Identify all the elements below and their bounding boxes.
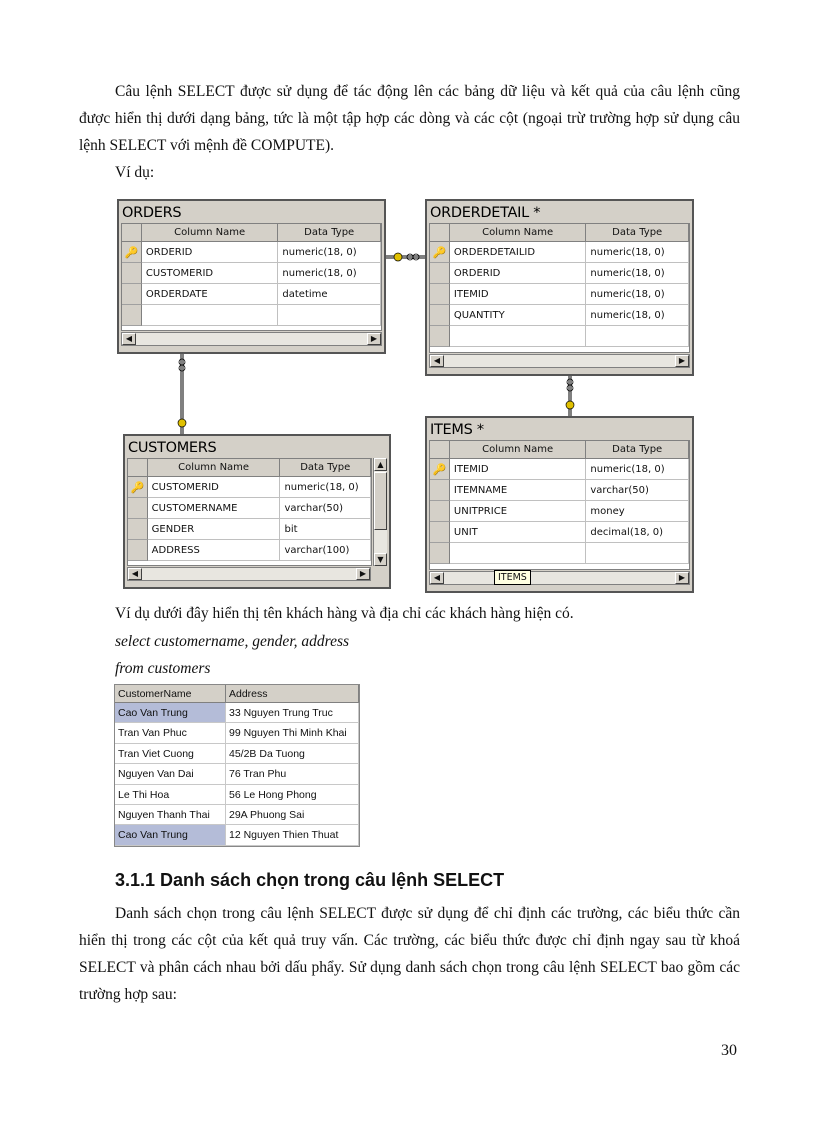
table-title: ORDERDETAIL *	[430, 205, 541, 221]
column-header	[430, 441, 689, 459]
customers-table[interactable]	[123, 434, 391, 589]
column-grid	[429, 440, 690, 570]
items-table[interactable]	[425, 416, 694, 593]
key-icon: 🔑	[128, 477, 148, 498]
table-row[interactable]: 🔑 CUSTOMERID numeric(18, 0)	[128, 477, 371, 498]
data-type-header: Data Type	[280, 459, 371, 477]
data-type-header: Data Type	[586, 224, 689, 242]
example-label: Ví dụ:	[115, 164, 155, 181]
data-type-header: Data Type	[278, 224, 381, 242]
table-row[interactable]: Nguyen Van Dai 76 Tran Phu	[115, 764, 359, 784]
table-title: ITEMS *	[430, 422, 484, 438]
table-row[interactable]: ADDRESS varchar(100)	[128, 540, 371, 561]
section-paragraph: Danh sách chọn trong câu lệnh SELECT được sử dụng để chỉ định các trường, các biểu thức cần hiển thị trong các cột của kết quả truy vấn. Các trường, các biểu thức được chỉ định ngay sau từ khoá SELECT và phân cách nhau bởi dấu phẩy. Sử dụng danh sách chọn trong câu lệnh SELECT bao gồm các trường hợp sau:	[79, 905, 740, 1003]
table-row[interactable]: 🔑 ITEMID numeric(18, 0)	[430, 459, 689, 480]
table-row[interactable]: CUSTOMERID numeric(18, 0)	[122, 263, 381, 284]
column-grid	[429, 223, 690, 353]
scroll-right-icon[interactable]: ▶	[367, 333, 381, 345]
scroll-down-icon[interactable]: ▼	[374, 553, 387, 566]
orders-table[interactable]	[117, 199, 386, 354]
result-header	[115, 685, 359, 703]
key-icon: 🔑	[122, 242, 142, 263]
horizontal-scrollbar[interactable]	[429, 354, 690, 368]
table-title: ORDERS	[122, 205, 182, 221]
data-type-header: Data Type	[586, 441, 689, 459]
key-icon	[566, 401, 574, 409]
table-row[interactable]: UNITPRICE money	[430, 501, 689, 522]
table-row[interactable]	[430, 543, 689, 564]
table-row[interactable]	[430, 326, 689, 347]
key-icon	[178, 419, 186, 427]
table-row[interactable]: Le Thi Hoa 56 Le Hong Phong	[115, 785, 359, 805]
horizontal-scrollbar[interactable]	[429, 571, 690, 585]
table-row[interactable]: Cao Van Trung 12 Nguyen Thien Thuat	[115, 825, 359, 845]
column-header	[430, 224, 689, 242]
scroll-left-icon[interactable]: ◀	[128, 568, 142, 580]
table-row[interactable]: GENDER bit	[128, 519, 371, 540]
table-row[interactable]: 🔑 ORDERDETAILID numeric(18, 0)	[430, 242, 689, 263]
table-row[interactable]: Tran Viet Cuong 45/2B Da Tuong	[115, 744, 359, 764]
column-header: Address	[226, 685, 359, 703]
key-icon: 🔑	[430, 242, 450, 263]
column-name-header: Column Name	[142, 224, 278, 242]
column-name-header: Column Name	[148, 459, 281, 477]
page-number: 30	[721, 1042, 737, 1059]
table-row[interactable]: Nguyen Thanh Thai 29A Phuong Sai	[115, 805, 359, 825]
table-row[interactable]: Cao Van Trung 33 Nguyen Trung Truc	[115, 703, 359, 723]
orderdetail-table[interactable]	[425, 199, 694, 376]
intro-paragraph: Câu lệnh SELECT được sử dụng để tác động lên các bảng dữ liệu và kết quả của câu lệnh cũng được hiển thị dưới dạng bảng, tức là một tập hợp các dòng và các cột (ngoại trừ trường hợp sử dụng câu lệnh SELECT với mệnh đề COMPUTE).	[79, 83, 740, 154]
table-row[interactable]: ORDERID numeric(18, 0)	[430, 263, 689, 284]
scroll-left-icon[interactable]: ◀	[430, 355, 444, 367]
column-header: CustomerName	[115, 685, 226, 703]
section-heading: 3.1.1 Danh sách chọn trong câu lệnh SELECT	[115, 870, 505, 890]
scroll-right-icon[interactable]: ▶	[675, 355, 689, 367]
scroll-right-icon[interactable]: ▶	[675, 572, 689, 584]
horizontal-scrollbar[interactable]	[121, 332, 382, 346]
scroll-up-icon[interactable]: ▲	[374, 458, 387, 471]
scroll-right-icon[interactable]: ▶	[356, 568, 370, 580]
table-row[interactable]: QUANTITY numeric(18, 0)	[430, 305, 689, 326]
scroll-left-icon[interactable]: ◀	[430, 572, 444, 584]
example-description: Ví dụ dưới đây hiển thị tên khách hàng và địa chỉ các khách hàng hiện có.	[115, 605, 574, 622]
vertical-scrollbar[interactable]	[373, 458, 387, 566]
table-title: CUSTOMERS	[128, 440, 217, 456]
table-row[interactable]: UNIT decimal(18, 0)	[430, 522, 689, 543]
table-row[interactable]: Tran Van Phuc 99 Nguyen Thi Minh Khai	[115, 723, 359, 743]
result-grid[interactable]	[114, 684, 360, 847]
table-row[interactable]	[122, 305, 381, 326]
table-row[interactable]: CUSTOMERNAME varchar(50)	[128, 498, 371, 519]
column-grid	[121, 223, 382, 331]
key-icon: 🔑	[430, 459, 450, 480]
column-grid	[127, 458, 372, 566]
column-name-header: Column Name	[450, 224, 586, 242]
table-row[interactable]: ORDERDATE datetime	[122, 284, 381, 305]
table-row[interactable]: ITEMID numeric(18, 0)	[430, 284, 689, 305]
horizontal-scrollbar[interactable]	[127, 567, 371, 581]
tooltip: ITEMS	[494, 570, 531, 585]
sql-line-2: from customers	[115, 660, 211, 677]
column-name-header: Column Name	[450, 441, 586, 459]
key-icon	[394, 253, 402, 261]
column-header	[122, 224, 381, 242]
sql-line-1: select customername, gender, address	[115, 633, 350, 650]
table-row[interactable]: ITEMNAME varchar(50)	[430, 480, 689, 501]
scroll-left-icon[interactable]: ◀	[122, 333, 136, 345]
column-header	[128, 459, 371, 477]
scroll-thumb[interactable]	[374, 472, 387, 530]
table-row[interactable]: 🔑 ORDERID numeric(18, 0)	[122, 242, 381, 263]
